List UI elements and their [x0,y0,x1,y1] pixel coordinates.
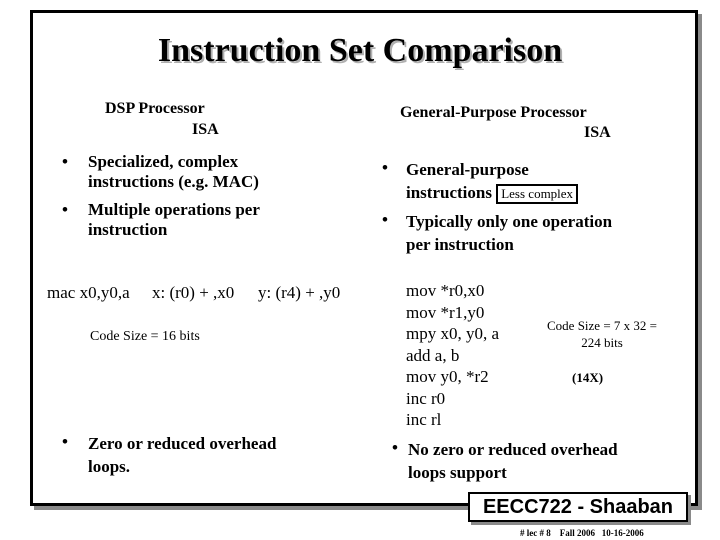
gp-code-line: mpy x0, y0, a [406,324,500,343]
dsp-bullet-3-line1: Zero or reduced overhead [88,434,277,453]
bullet-dot: • [62,200,68,219]
dsp-heading-line2: ISA [192,121,219,138]
gp-code-line: mov *r0,x0 [406,281,485,300]
gp-bullet-3-line2: loops support [408,463,507,482]
gp-bullet-1 [382,158,682,204]
gp-code-size-line2: 224 bits [581,335,623,350]
dsp-bullet-2 [62,200,342,240]
slide-title: Instruction Set Comparison [157,32,563,69]
dsp-code-x: x: (r0) + ,x0 [152,283,235,302]
dsp-bullet-2-line2: instruction [88,220,168,239]
dsp-bullet-1 [62,152,342,192]
footer-term: Fall 2006 [559,528,595,538]
gp-code-line: add a, b [406,345,460,365]
bullet-dot: • [62,152,68,171]
gp-code-line: mov y0, *r2 [406,367,489,386]
bullet-dot: • [62,432,68,451]
gp-code-block [406,280,499,431]
bullet-dot: • [382,210,388,229]
footer-lecture: # lec # 8 [520,528,551,538]
gp-bullet-3-line1: No zero or reduced overhead [408,440,618,459]
gp-bullet-2 [382,210,682,256]
dsp-code-size: Code Size = 16 bits [90,329,200,344]
dsp-bullet-3-line2: loops. [88,457,131,476]
dsp-bullet-1-line2: instructions (e.g. MAC) [88,172,259,191]
dsp-bullet-3 [62,432,342,478]
footer-date: 10-16-2006 [601,528,644,538]
gp-bullet-2-line2: per instruction [406,235,514,254]
gp-heading-line2: ISA [584,124,611,141]
gp-bullet-1-line1: General-purpose [406,160,529,179]
bullet-dot: • [382,158,388,177]
gp-code-size-line1: Code Size = 7 x 32 = [547,318,657,333]
gp-code-line: inc r0 [406,388,446,408]
gp-code-line: inc rl [406,410,442,429]
dsp-bullet-2-line1: Multiple operations per [88,200,260,219]
dsp-code-y: y: (r4) + ,y0 [258,283,341,302]
dsp-bullet-1-line1: Specialized, complex [88,152,239,171]
bullet-dot: • [392,438,398,457]
slide-footer [520,528,644,538]
gp-bullet-2-line1: Typically only one operation [406,212,613,231]
gp-heading-line1: General-Purpose Processor [400,104,587,121]
gp-bullet-1-line2: instructions [406,183,492,202]
dsp-heading-line1: DSP Processor [105,100,205,117]
gp-bullet-3 [392,438,682,484]
less-complex-note: Less complex [496,184,578,204]
gp-code-line: mov *r1,y0 [406,302,485,322]
course-badge: EECC722 - Shaaban [468,492,688,522]
gp-code-size [532,317,672,351]
dsp-code-mac: mac x0,y0,a [47,283,130,302]
gp-ratio: (14X) [572,370,604,385]
